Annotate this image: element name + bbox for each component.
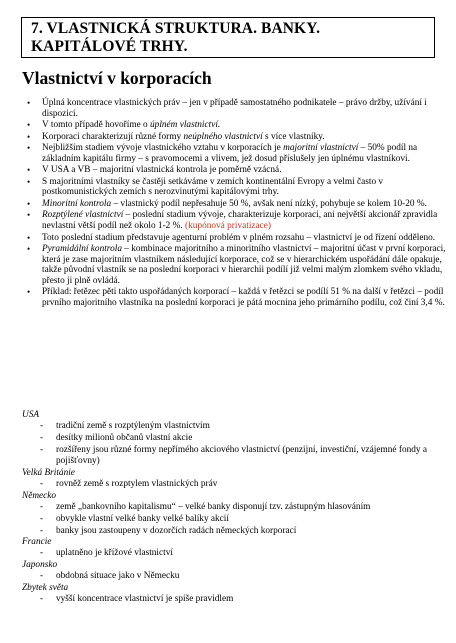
region-item: [0, 502, 456, 513]
bullet-item: [0, 244, 456, 286]
bullet-item: [0, 132, 456, 143]
bullet-text: neúplného vlastnictví: [183, 131, 263, 142]
region-item: [0, 548, 456, 559]
bullet-dot-icon: •: [27, 232, 31, 243]
dash-icon: -: [40, 478, 44, 489]
bullet-text: majoritní vlastnictví: [283, 143, 359, 154]
bullet-dot-icon: •: [27, 287, 31, 298]
bullet-text: Úplná koncentrace vlastnických práv – jen v případě samostatného podnikatele – právo držby, užívání i dispozicí.: [42, 98, 427, 119]
bullet-dot-icon: •: [27, 120, 31, 131]
bullet-dot-icon: •: [27, 98, 31, 108]
region-item: [0, 514, 456, 525]
bullet-item: [0, 143, 456, 164]
region-item-text: rozšířeny jsou různé formy nepřímého akciového vlastnictví (penzijní, investiční, vzájemné fondy a pojišťovny): [56, 444, 427, 466]
dash-icon: -: [40, 501, 44, 512]
bullet-text: – 50% podíl na základním kapitálu firmy – s pravomocemi a vlivem, jež dosud příslušely jen úplnému vlastníkovi.: [42, 143, 418, 164]
region-item-text: vyšší koncentrace vlastnictví je spíše pravidlem: [56, 594, 234, 605]
bullet-text: s více vlastníky.: [262, 131, 325, 142]
region-item: [0, 571, 456, 582]
region-item-text: rovněž země s rozptylem vlastnických práv: [56, 478, 218, 489]
bullet-dot-icon: •: [27, 176, 31, 187]
bullet-text: Příklad: řetězec pěti takto uspořádaných korporací – každá v řetězci se podílí 51 % na další v řetězci – podíl prvního majoritního vlastníka na poslední korporaci je pátá mocnina jeho primárního podílu, což činí 3,4 %.: [42, 287, 445, 308]
bullet-dot-icon: •: [27, 198, 31, 209]
dash-icon: -: [40, 513, 44, 524]
bullet-item: [0, 98, 456, 119]
bullet-text: Minoritní kontrola: [42, 198, 112, 209]
bullet-item: [0, 233, 456, 244]
bullet-item: [0, 165, 456, 176]
region-name: Francie: [22, 537, 52, 548]
bullet-item: [0, 120, 456, 131]
region-item-text: desítky milionů občanů vlastní akcie: [56, 432, 193, 443]
region-item: [0, 479, 456, 490]
dash-icon: -: [40, 421, 44, 431]
region-name: Zbytek světa: [22, 583, 69, 594]
bullet-list: [0, 98, 456, 309]
chapter-title: 7. VLASTNICKÁ STRUKTURA. BANKY. KAPITÁLOVÉ TRHY.: [31, 20, 321, 55]
bullet-text: V USA a VB – majoritní vlastnická kontrola je poměrně vzácná.: [42, 165, 282, 176]
bullet-dot-icon: •: [27, 210, 31, 221]
chapter-heading-box: [21, 17, 435, 58]
bullet-text: S majoritními vlastníky se častěji setkáváme v zemích kontinentální Evropy a velmi často v postkomunistických zemích s nerozvinutými kapitálovými trhy.: [42, 176, 384, 198]
region-name: Velká Británie: [22, 467, 75, 478]
region-item-text: obdobná situace jako v Německu: [56, 571, 180, 582]
bullet-dot-icon: •: [27, 244, 31, 255]
region-item-text: obvykle vlastní velké banky velké balíky akcií: [56, 513, 229, 524]
region-item: [0, 445, 456, 466]
bullet-text: (kupónová privatizace): [185, 221, 272, 232]
region-item: [0, 433, 456, 444]
region-name: Japonsko: [22, 560, 58, 571]
bullet-text: – poslední stadium vývoje, charakterizuje korporaci, ani největší akcionář zpravidla nevlastní větší podíl než okolo 1-2 %.: [42, 210, 438, 232]
bullet-dot-icon: •: [27, 165, 31, 176]
bullet-text: Nejbližším stadiem vývoje vlastnického vztahu v korporacích je: [42, 143, 284, 154]
bullet-text: Pyramidální kontrola: [42, 244, 122, 255]
dash-icon: -: [40, 594, 44, 605]
bullet-dot-icon: •: [27, 143, 31, 154]
dash-icon: -: [40, 548, 44, 559]
bullet-item: [0, 177, 456, 198]
dash-icon: -: [40, 444, 44, 455]
region-name: Německo: [22, 490, 57, 501]
bullet-text: Rozptýlené vlastnictví: [42, 210, 124, 221]
region-item: [0, 594, 456, 605]
dash-icon: -: [40, 432, 44, 443]
region-item-text: země „bankovního kapitalismu“ – velké banky disponují tzv. zástupným hlasováním: [56, 501, 371, 512]
region-list: [0, 410, 456, 606]
dash-icon: -: [40, 525, 44, 536]
region-item: [0, 421, 456, 432]
region-item: [0, 526, 456, 537]
dash-icon: -: [40, 571, 44, 582]
region-item-text: uplatněno je křížové vlastnictví: [56, 548, 173, 559]
section-title: Vlastnictví v korporacích: [22, 68, 212, 88]
bullet-text: V tomto případě hovoříme o: [42, 120, 151, 131]
region-item-text: banky jsou zastoupeny v dozorčích radách německých korporací: [56, 525, 297, 536]
region-item-text: tradiční země s rozptýleným vlastnictvím: [56, 421, 210, 431]
bullet-text: úplném vlastnictví.: [150, 120, 221, 131]
bullet-dot-icon: •: [27, 131, 31, 142]
region-name: USA: [22, 410, 40, 420]
bullet-text: Toto poslední stadium představuje agenturní problém v plném rozsahu – vlastnictví je od řízení odděleno.: [42, 232, 436, 243]
bullet-item: [0, 287, 456, 308]
bullet-text: Korporaci charakterizují různé formy: [42, 131, 184, 142]
bullet-item: [0, 210, 456, 231]
bullet-text: – vlastnický podíl nepřesahuje 50 %, avšak není nízký, pohybuje se kolem 10-20 %.: [111, 198, 427, 209]
bullet-text: – kombinace majoritního a minoritního vlastnictví – majoritní účast v první korporaci, která je zase majoritním vlastníkem následující korporace, což se v hierarchickém uspořádání dále opakuje, takže původní vlastník se na poslední korporaci v hierarchii podílí již velmi malým zlomkem svého vkladu, přesto ji plně ovládá.: [42, 244, 446, 286]
bullet-item: [0, 199, 456, 210]
